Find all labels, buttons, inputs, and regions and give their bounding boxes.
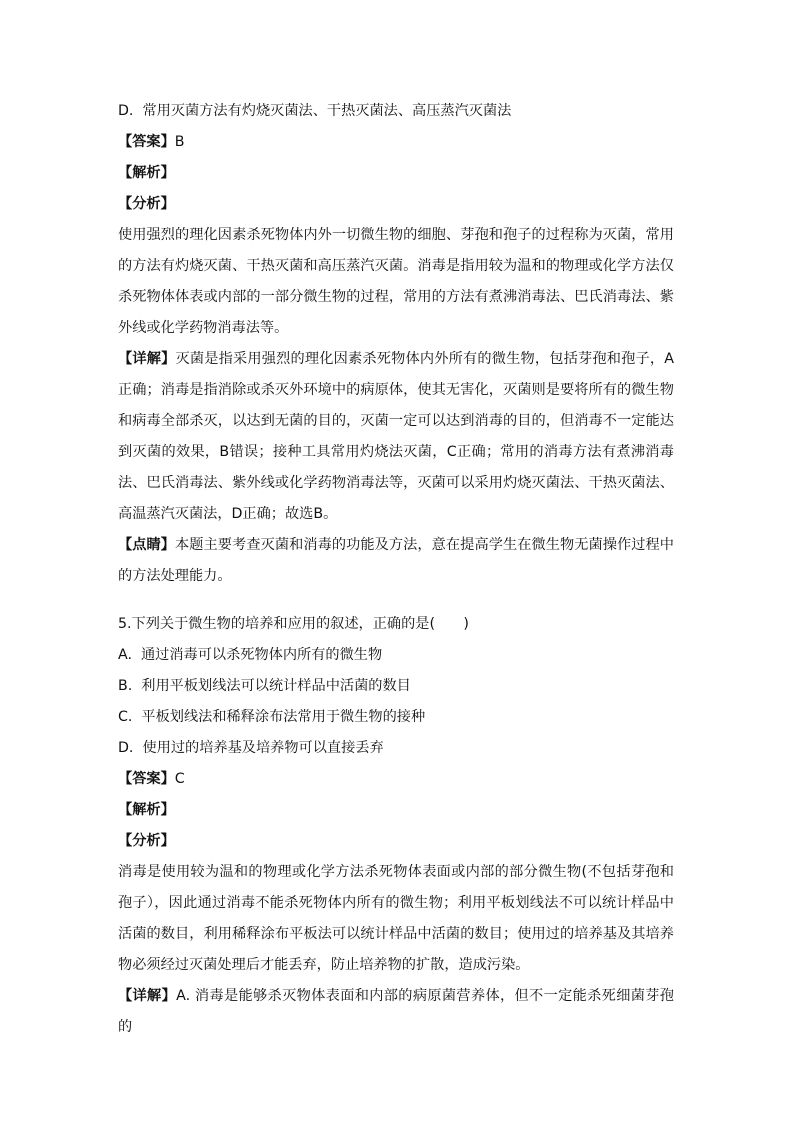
jiexi-tag: 【解析】 bbox=[118, 165, 175, 181]
q4-fenxi-text: 使用强烈的理化因素杀死物体内外一切微生物的细胞、芽孢和孢子的过程称为灭菌，常用的方法有灼烧灭菌、干热灭菌和高压蒸汽灭菌。消毒是指用较为温和的物理或化学方法仅杀死物体体表或内部的一部分微生物的过程，常用的方法有煮沸消毒法、巴氏消毒法、紫外线或化学药物消毒法等。 bbox=[118, 227, 674, 336]
option-letter: D. bbox=[118, 103, 134, 119]
xiangjie-text: A. 消毒是能够杀灭物体表面和内部的病原菌营养体，但不一定能杀死细菌芽孢的 bbox=[118, 988, 674, 1035]
answer-value: B bbox=[174, 134, 185, 150]
xiangjie-text: 灭菌是指采用强烈的理化因素杀死物体内外所有的微生物，包括芽孢和孢子，A正确；消毒是指消除或杀灭外环境中的病原体，使其无害化，灭菌则是要将所有的微生物和病毒全部杀灭，以达到无菌的目的，灭菌一定可以达到消毒的目的，但消毒不一定能达到灭菌的效果，B错误；接种工具常用灼烧法灭菌，C正确；常用的消毒方法有煮沸消毒法、巴氏消毒法、紫外线或化学药物消毒法等，灭菌可以采用灼烧灭菌法、干热灭菌法、高温蒸汽灭菌法，D正确；故选B。 bbox=[118, 351, 674, 522]
section-gap bbox=[118, 592, 674, 609]
q4-xiangjie bbox=[118, 344, 674, 530]
option-letter: D. bbox=[118, 740, 134, 756]
q5-stem: 5.下列关于微生物的培养和应用的叙述，正确的是( ) bbox=[118, 616, 469, 632]
q5-fenxi-heading bbox=[118, 826, 674, 857]
q5-jiexi bbox=[118, 795, 674, 826]
jiexi-tag: 【解析】 bbox=[118, 802, 175, 818]
answer-value: C bbox=[174, 771, 185, 787]
q4-answer bbox=[118, 127, 674, 158]
dianjing-tag: 【点睛】 bbox=[118, 537, 176, 553]
option-text: 通过消毒可以杀死物体内所有的微生物 bbox=[140, 647, 383, 663]
option-text: 使用过的培养基及培养物可以直接丢弃 bbox=[142, 740, 384, 756]
option-letter: A. bbox=[118, 647, 132, 663]
option-text: 平板划线法和稀释涂布法常用于微生物的接种 bbox=[141, 709, 426, 725]
q4-fenxi-heading bbox=[118, 189, 674, 220]
q5-fenxi-text: 消毒是使用较为温和的物理或化学方法杀死物体表面或内部的部分微生物(不包括芽孢和孢子），因此通过消毒不能杀死物体内所有的微生物；利用平板划线法不可以统计样品中活菌的数目，利用稀释涂布平板法可以统计样品中活菌的数目；使用过的培养基及其培养物必须经过灭菌处理后才能丢弃，防止培养物的扩散，造成污染。 bbox=[118, 864, 674, 973]
option-text: 常用灭菌方法有灼烧灭菌法、干热灭菌法、高压蒸汽灭菌法 bbox=[142, 103, 512, 119]
q4-dianjing bbox=[118, 530, 674, 592]
q5-option-d bbox=[118, 733, 674, 764]
dianjing-text: 本题主要考查灭菌和消毒的功能及方法，意在提高学生在微生物无菌操作过程中的方法处理能力。 bbox=[118, 537, 674, 584]
q4-option-d bbox=[118, 96, 674, 127]
q5-answer bbox=[118, 764, 674, 795]
answer-tag: 【答案】 bbox=[118, 771, 175, 787]
fenxi-tag: 【分析】 bbox=[118, 833, 175, 849]
document-page bbox=[118, 96, 674, 1043]
option-letter: C. bbox=[118, 709, 133, 725]
xiangjie-tag: 【详解】 bbox=[118, 988, 177, 1004]
option-text: 利用平板划线法可以统计样品中活菌的数目 bbox=[141, 678, 411, 694]
option-letter: B. bbox=[118, 678, 133, 694]
answer-tag: 【答案】 bbox=[118, 134, 175, 150]
xiangjie-tag: 【详解】 bbox=[118, 351, 176, 367]
fenxi-tag: 【分析】 bbox=[118, 196, 175, 212]
q5-xiangjie bbox=[118, 981, 674, 1043]
q5-option-a bbox=[118, 640, 674, 671]
q5-option-b bbox=[118, 671, 674, 702]
q4-jiexi bbox=[118, 158, 674, 189]
q5-option-c bbox=[118, 702, 674, 733]
